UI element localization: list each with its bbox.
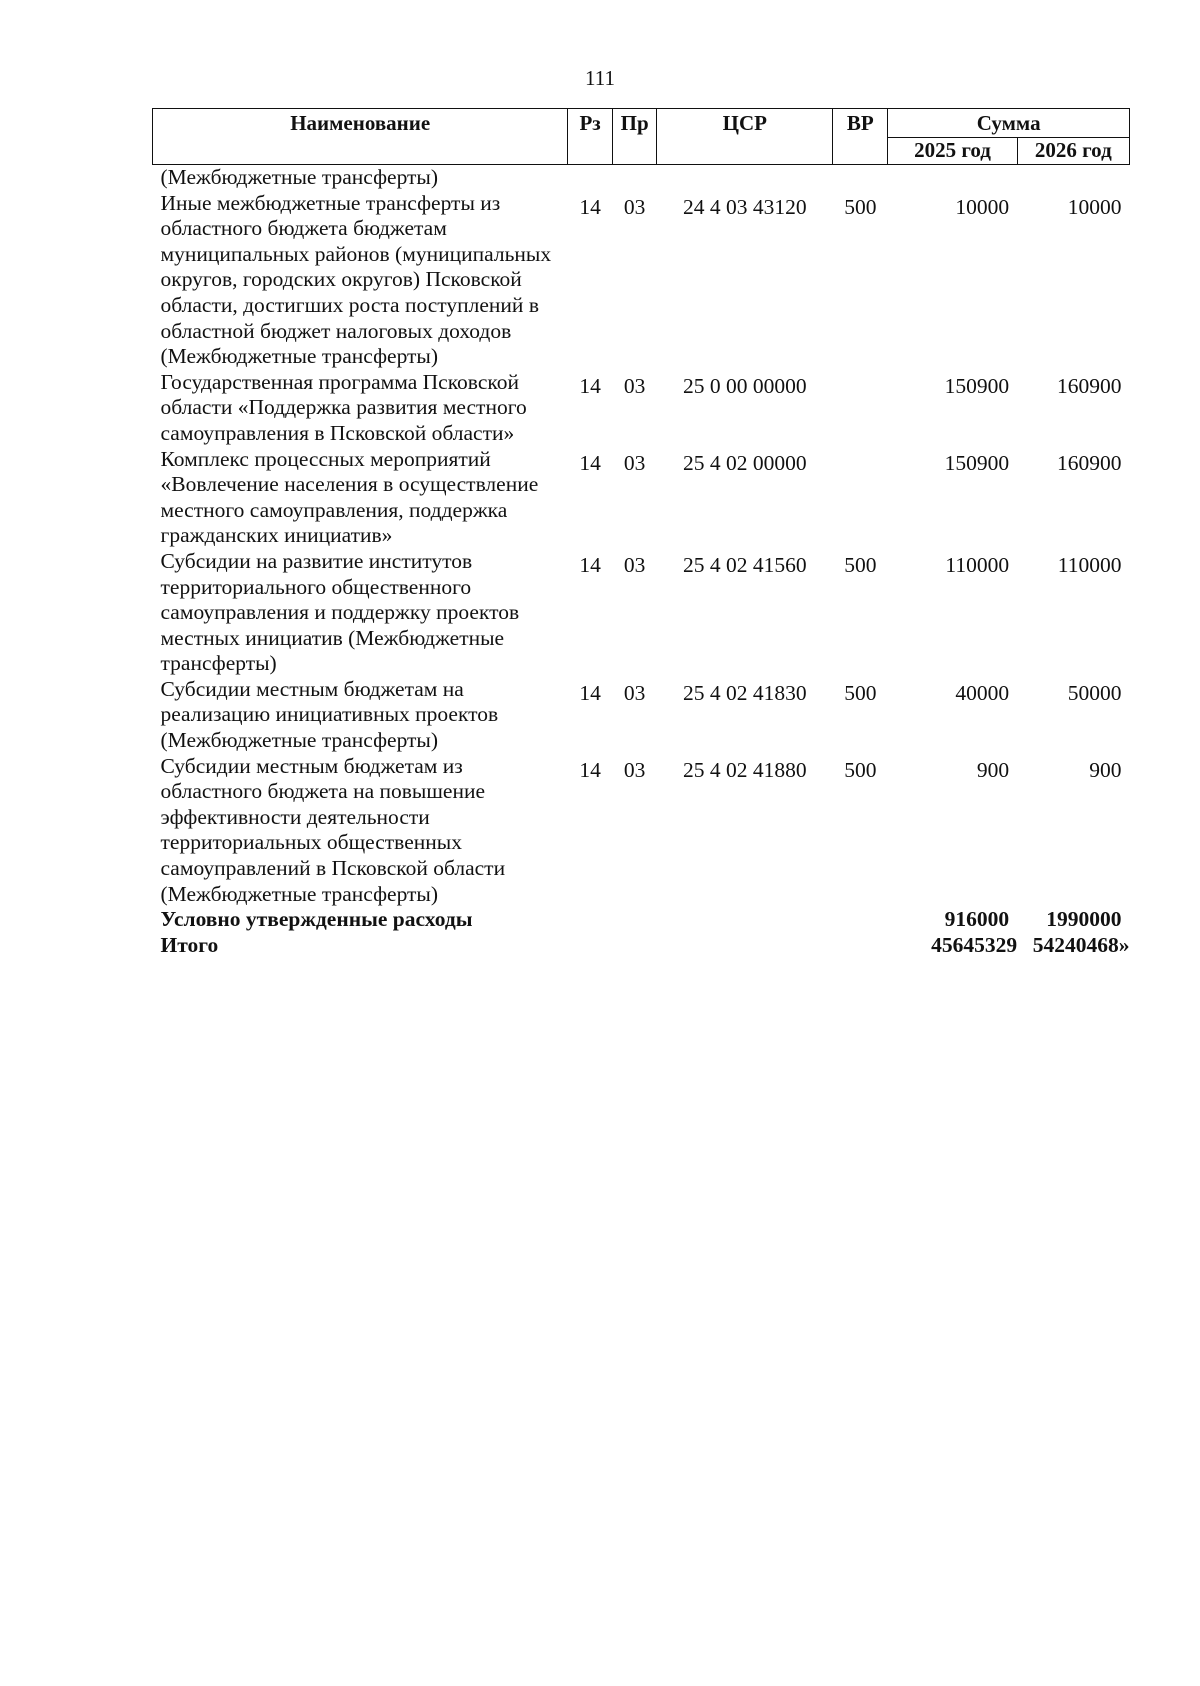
row-csr: 25 4 02 41560 [683, 552, 807, 577]
header-year-2025: 2025 год [888, 138, 1017, 165]
row-name: Субсидии местным бюджетам из областного бюджета на повышение эффективности деятельности территориальных общественных самоуправлений в Псковской области (Межбюджетные трансферты) [160, 753, 506, 906]
total-row-grand [153, 933, 1130, 959]
row-vr [833, 447, 888, 549]
total-row-name: Условно утвержденные расходы [160, 907, 473, 932]
row-sum-2025 [888, 165, 1017, 191]
row-pr: 03 [623, 450, 646, 475]
header-pr: Пр [612, 109, 657, 165]
row-sum-2026: 160900 [1057, 373, 1122, 398]
row-sum-2026: 10000 [1067, 194, 1122, 219]
row-pr: 03 [623, 757, 646, 782]
row-sum-2025: 150900 [944, 373, 1010, 398]
row-sum-2026: 50000 [1067, 680, 1122, 705]
row-sum-2026: 900 [1089, 757, 1122, 782]
table-body [153, 165, 1130, 959]
row-vr: 500 [844, 552, 877, 577]
table-row [153, 165, 1130, 191]
total-row-conditional [153, 907, 1130, 933]
header-csr: ЦСР [657, 109, 833, 165]
row-sum-2025: 150900 [944, 450, 1010, 475]
total-sum-2025: 916000 [944, 907, 1010, 932]
table-row [153, 754, 1130, 908]
row-sum-2025: 110000 [945, 552, 1010, 577]
row-vr [833, 370, 888, 447]
header-sum: Сумма [888, 109, 1130, 138]
table-row [153, 549, 1130, 677]
row-name: Субсидии местным бюджетам на реализацию инициативных проектов (Межбюджетные трансферты) [160, 676, 499, 753]
row-sum-2025: 10000 [955, 194, 1010, 219]
row-vr: 500 [844, 194, 877, 219]
row-pr: 03 [623, 373, 646, 398]
table-row [153, 370, 1130, 447]
table-row [153, 191, 1130, 370]
row-sum-2025: 900 [976, 757, 1010, 782]
header-name: Наименование [153, 109, 568, 165]
row-sum-2026: 110000 [1057, 552, 1122, 577]
row-rz: 14 [579, 373, 601, 398]
row-name: Субсидии на развитие институтов территориального общественного самоуправления и поддержку проектов местных инициатив (Межбюджетные трансферты) [160, 548, 520, 676]
row-name: (Межбюджетные трансферты) [160, 165, 439, 189]
row-name: Государственная программа Псковской области «Поддержка развития местного самоуправления в Псковской области» [160, 369, 527, 445]
row-csr: 25 4 02 00000 [683, 450, 807, 475]
total-sum-2026: 54240468» [1032, 932, 1130, 957]
header-vr: ВР [833, 109, 888, 165]
total-sum-2025: 45645329 [931, 932, 1018, 957]
row-vr: 500 [844, 680, 877, 705]
row-csr [657, 165, 833, 191]
row-rz [568, 165, 613, 191]
row-vr [833, 165, 888, 191]
table-header [153, 109, 1130, 165]
row-name: Иные межбюджетные трансферты из областного бюджета бюджетам муниципальных районов (муниципальных округов, городских округов) Псковской области, достигших роста поступлений в областной бюджет налоговых доходов (Межбюджетные трансферты) [160, 190, 552, 369]
row-pr: 03 [623, 552, 646, 577]
row-csr: 25 4 02 41830 [683, 680, 807, 705]
budget-table [152, 108, 1130, 958]
row-sum-2026 [1017, 165, 1129, 191]
row-csr: 25 0 00 00000 [683, 373, 807, 398]
page-number: 111 [585, 66, 615, 90]
row-csr: 24 4 03 43120 [683, 194, 807, 219]
row-rz: 14 [579, 194, 601, 219]
row-name: Комплекс процессных мероприятий «Вовлечение населения в осуществление местного самоуправления, поддержка гражданских инициатив» [160, 446, 539, 548]
header-rz: Рз [568, 109, 613, 165]
row-rz: 14 [579, 450, 601, 475]
header-year-2026: 2026 год [1017, 138, 1129, 165]
row-rz: 14 [579, 757, 601, 782]
row-sum-2026: 160900 [1057, 450, 1122, 475]
row-csr: 25 4 02 41880 [683, 757, 807, 782]
row-rz: 14 [579, 552, 601, 577]
total-sum-2026: 1990000 [1046, 907, 1122, 932]
row-pr: 03 [623, 680, 646, 705]
row-rz: 14 [579, 680, 601, 705]
total-row-name: Итого [160, 932, 219, 957]
row-pr: 03 [623, 194, 646, 219]
row-pr [612, 165, 657, 191]
row-vr: 500 [844, 757, 877, 782]
table-row [153, 677, 1130, 754]
row-sum-2025: 40000 [955, 680, 1010, 705]
table-row [153, 447, 1130, 549]
